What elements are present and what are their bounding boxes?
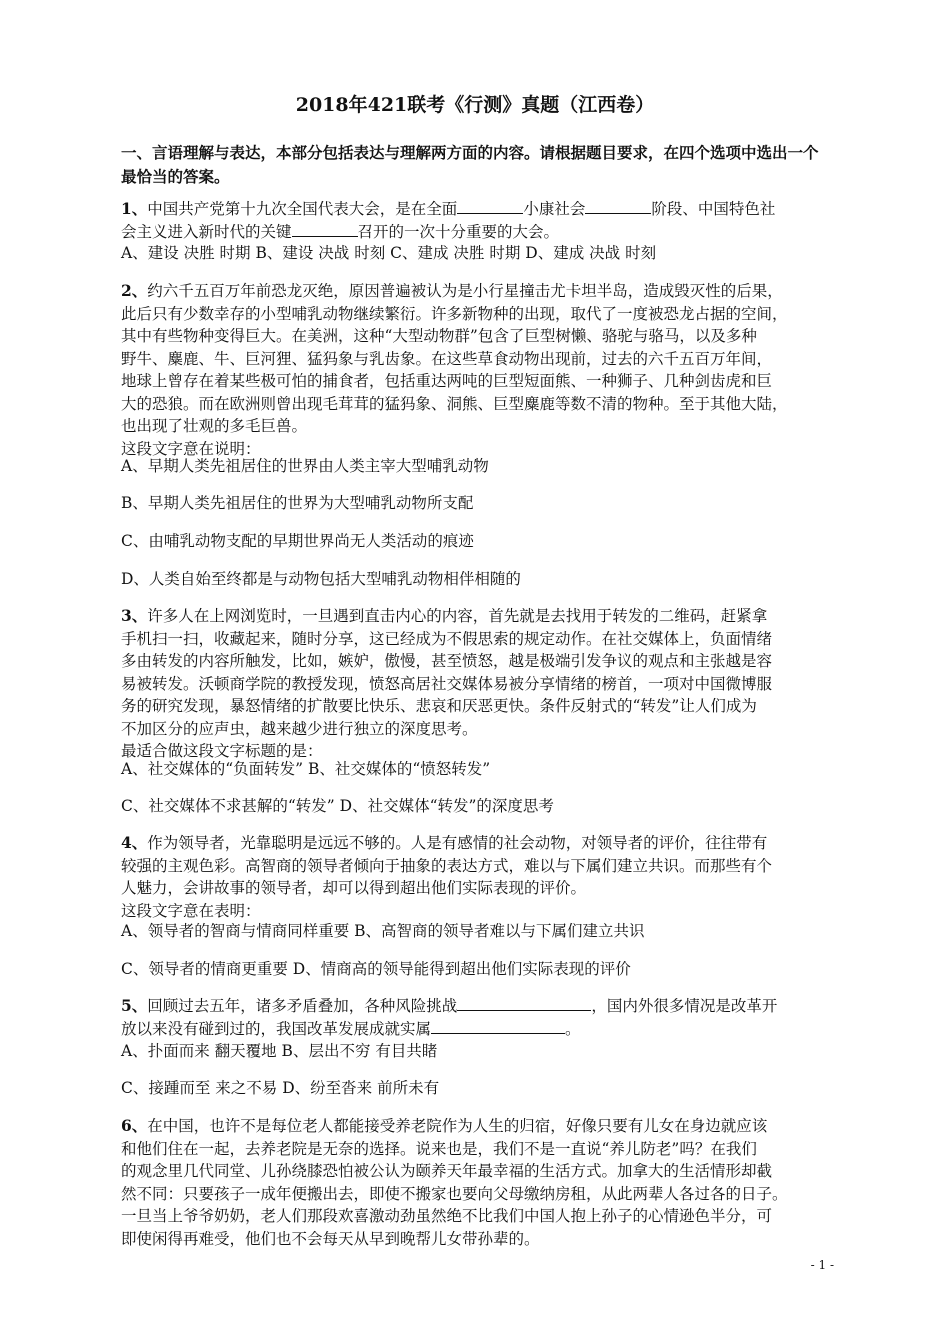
options-cd: C、接踵而至 来之不易 D、纷至沓来 前所未有: [121, 1079, 440, 1097]
question-number: 3、: [121, 606, 148, 625]
question-text: 小康社会: [523, 200, 586, 218]
blank-line: [585, 198, 651, 214]
options-cd: C、社交媒体不求甚解的“转发” D、社交媒体“转发”的深度思考: [121, 797, 554, 815]
question-text: 然不同：只要孩子一成年便搬出去，即使不搬家也要向父母缴纳房租，从此两辈人各过各的日子。: [121, 1184, 788, 1203]
question-number: 2、: [121, 281, 148, 300]
question-text: 一旦当上爷爷奶奶，老人们那段欢喜激动劲虽然绝不比我们中国人抱上孙子的心情逊色半分，可: [121, 1207, 773, 1225]
question-text: 阶段、中国特色社: [651, 200, 776, 218]
question-text: 此后只有少数幸存的小型哺乳动物继续繁衍。许多新物种的出现，取代了一度被恐龙占据的空间，: [121, 304, 788, 323]
question-number: 5、: [121, 996, 148, 1015]
question-5: [121, 995, 833, 1040]
question-text: 多由转发的内容所触发，比如，嫉妒，傲慢，甚至愤怒，越是极端引发争议的观点和主张越是容: [121, 652, 773, 670]
blank-line: [431, 1018, 565, 1034]
options-ab: A、扑面而来 翻天覆地 B、层出不穷 有目共睹: [121, 1042, 438, 1060]
question-text: 手机扫一扫，收藏起来，随时分享，这已经成为不假思索的规定动作。在社交媒体上，负面情绪: [121, 629, 773, 648]
question-text: 放以来没有碰到过的，我国改革发展成就实属: [121, 1019, 432, 1038]
blank-line: [292, 221, 358, 237]
question-text: 许多人在上网浏览时，一旦遇到直击内心的内容，首先就是去找用于转发的二维码，赶紧拿: [147, 607, 768, 625]
question-text: ，国内外很多情况是改革开: [591, 997, 778, 1015]
options-cd: C、领导者的情商更重要 D、情商高的领导能得到超出他们实际表现的评价: [121, 960, 631, 978]
option-a: A、早期人类先祖居住的世界由人类主宰大型哺乳动物: [121, 457, 489, 475]
blank-line: [457, 995, 591, 1011]
question-1: [121, 198, 833, 243]
question-text: 不加区分的应声虫，越来越少进行独立的深度思考。: [121, 719, 478, 738]
question-text: 会主义进入新时代的关键: [121, 222, 292, 241]
question-3: [121, 605, 833, 763]
question-text: 和他们住在一起，去养老院是无奈的选择。说来也是，我们不是一直说“养儿防老”吗？在我们: [121, 1139, 757, 1158]
options-ab: A、领导者的智商与情商同样重要 B、高智商的领导者难以与下属们建立共识: [121, 922, 645, 940]
question-number: 6、: [121, 1116, 148, 1135]
question-1-options: A、建设 决胜 时期 B、建设 决战 时刻 C、建成 决胜 时期 D、建成 决战 时刻: [121, 244, 657, 262]
option-d: D、人类自始至终都是与动物包括大型哺乳动物相伴相随的: [121, 570, 521, 588]
question-6: [121, 1115, 833, 1250]
question-text: 即使闲得再难受，他们也不会每天从早到晚帮儿女带孙辈的。: [121, 1229, 540, 1248]
question-text: 易被转发。沃顿商学院的教授发现，愤怒高居社交媒体易被分享情绪的榜首，一项对中国微博服: [121, 674, 773, 693]
question-text: 约六千五百万年前恐龙灭绝，原因普遍被认为是小行星撞击尤卡坦半岛，造成毁灭性的后果，: [147, 282, 783, 300]
question-text: 回顾过去五年，诸多矛盾叠加，各种风险挑战: [147, 997, 458, 1015]
question-text: 较强的主观色彩。高智商的领导者倾向于抽象的表达方式，难以与下属们建立共识。而那些有个: [121, 856, 773, 875]
section-heading: 一、言语理解与表达，本部分包括表达与理解两方面的内容。请根据题目要求，在四个选项中选出一个最恰当的答案。: [121, 143, 819, 186]
question-text: 其中有些物种变得巨大。在美洲，这种“大型动物群”包含了巨型树懒、骆驼与骆马，以及多种: [121, 327, 757, 345]
options-ab: A、社交媒体的“负面转发” B、社交媒体的“愤怒转发”: [121, 760, 491, 778]
question-number: 1、: [121, 199, 148, 218]
question-text: 地球上曾存在着某些极可怕的捕食者，包括重达两吨的巨型短面熊、一种狮子、几种剑齿虎和巨: [121, 372, 773, 390]
question-text: 野牛、麋鹿、牛、巨河狸、猛犸象与乳齿象。在这些草食动物出现前，过去的六千五百万年间，: [121, 349, 773, 368]
question-text: 人魅力，会讲故事的领导者，却可以得到超出他们实际表现的评价。: [121, 879, 587, 897]
page-number: - 1 -: [810, 1258, 834, 1272]
question-2: [121, 280, 833, 460]
question-text: 务的研究发现，暴怒情绪的扩散要比快乐、悲哀和厌恶更快。条件反射式的“转发”让人们成为: [121, 697, 757, 715]
question-text: 也出现了壮观的多毛巨兽。: [121, 417, 308, 435]
question-text: 召开的一次十分重要的大会。: [357, 222, 560, 241]
question-text: 大的恐狼。而在欧洲则曾出现毛茸茸的猛犸象、洞熊、巨型麋鹿等数不清的物种。至于其他大陆，: [121, 394, 788, 413]
question-4: [121, 832, 833, 922]
question-prompt: 这段文字意在说明：: [121, 439, 261, 458]
question-text: 的观念里几代同堂、儿孙绕膝恐怕被公认为颐养天年最幸福的生活方式。加拿大的生活情形却截: [121, 1162, 773, 1180]
question-text: 作为领导者，光靠聪明是远远不够的。人是有感情的社会动物，对领导者的评价，往往带有: [147, 834, 768, 852]
option-c: C、由哺乳动物支配的早期世界尚无人类活动的痕迹: [121, 532, 474, 550]
blank-line: [457, 198, 523, 214]
question-text: 。: [565, 1019, 581, 1038]
question-text: 中国共产党第十九次全国代表大会，是在全面: [147, 200, 458, 218]
question-text: 在中国，也许不是每位老人都能接受养老院作为人生的归宿，好像只要有儿女在身边就应该: [147, 1117, 768, 1135]
question-prompt: 这段文字意在表明：: [121, 901, 261, 920]
page-title: 2018年421联考《行测》真题（江西卷）: [295, 94, 655, 116]
question-number: 4、: [121, 833, 148, 852]
option-b: B、早期人类先祖居住的世界为大型哺乳动物所支配: [121, 494, 474, 512]
question-prompt: 最适合做这段文字标题的是：: [121, 742, 323, 760]
